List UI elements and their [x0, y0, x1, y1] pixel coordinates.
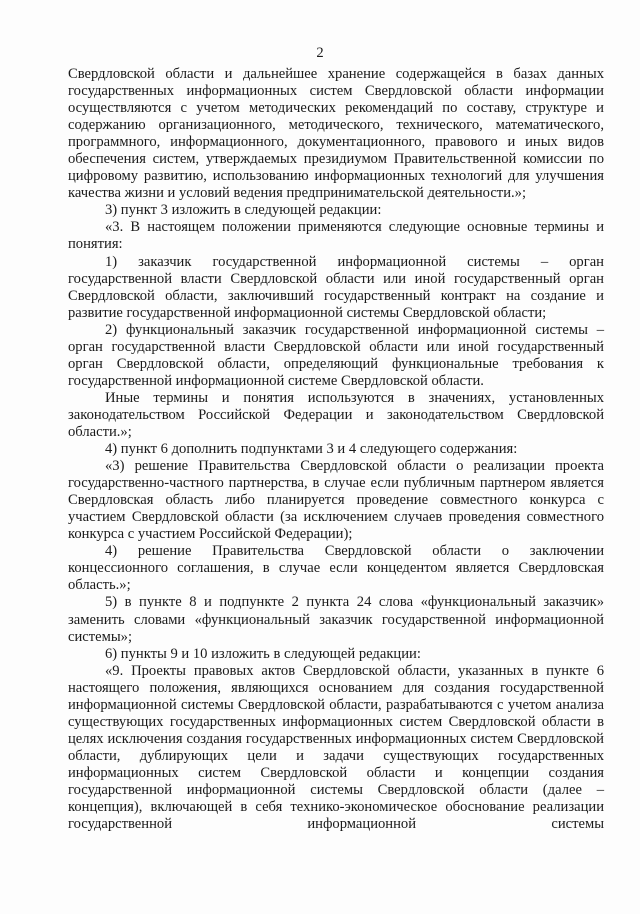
paragraph-term-2: 2) функциональный заказчик государственной информационной системы – орган государственной власти Свердловской области или иной государственный орган Свердловской области, определяющий функциональные требования к государственной информационной системе Свердловской области. — [68, 321, 604, 389]
paragraph-term-1: 1) заказчик государственной информационной системы – орган государственной власти Свердловской области или иной государственный орган Свердловской области, заключивший государственный контракт на создание и развитие государственной информационной системы Свердловской области; — [68, 253, 604, 321]
paragraph-item-5: 5) в пункте 8 и подпункте 2 пункта 24 слова «функциональный заказчик» заменить словами «функциональный заказчик государственной информационной системы»; — [68, 594, 604, 645]
paragraph-item-4: 4) пункт 6 дополнить подпунктами 3 и 4 следующего содержания: — [105, 441, 518, 458]
paragraph-continuation: Свердловской области и дальнейшее хранение содержащейся в базах данных государственных информационных систем Свердловской области информации осуществляются с учетом методических рекомендаций по составу, структуре и содержанию организационного, методического, технического, математического, программного, информационного, документационного, правового и иных видов обеспечения систем, утверждаемых президиумом Правительственной комиссии по цифровому развитию, использованию информационных технологий для улучшения качества жизни и условий ведения предпринимательской деятельности.»; — [68, 66, 604, 202]
document-body — [68, 66, 604, 833]
paragraph-other-terms: Иные термины и понятия используются в значениях, установленных законодательством Российской Федерации и законодательством Свердловской области.»; — [68, 389, 604, 440]
paragraph-point-3: «3. В настоящем положении применяются следующие основные термины и понятия: — [68, 219, 604, 253]
paragraph-item-6: 6) пункты 9 и 10 изложить в следующей редакции: — [105, 645, 421, 662]
page-number: 2 — [316, 45, 324, 61]
paragraph-subitem-4: 4) решение Правительства Свердловской области о заключении концессионного соглашения, в случае если концедентом является Свердловская область.»; — [68, 543, 604, 594]
paragraph-subitem-3: «3) решение Правительства Свердловской области о реализации проекта государственно-частного партнерства, в случае если публичным партнером является Свердловская область либо планируется проведение совместного конкурса с участием Свердловской области (за исключением случаев проведения совместного конкурса с участием Российской Федерации); — [68, 458, 604, 543]
paragraph-item-3: 3) пункт 3 изложить в следующей редакции: — [105, 202, 382, 219]
paragraph-point-9: «9. Проекты правовых актов Свердловской области, указанных в пункте 6 настоящего положения, являющихся основанием для создания государственной информационной системы Свердловской области, разрабатываются с учетом анализа существующих государственных информационных систем Свердловской области в целях исключения создания государственных информационных систем Свердловской области, дублирующих цели и задачи существующих государственных информационных систем Свердловской области и концепции создания государственной информационной системы Свердловской области (далее – концепция), включающей в себя технико-экономическое обоснование реализации государственной информационной системы — [68, 662, 604, 833]
